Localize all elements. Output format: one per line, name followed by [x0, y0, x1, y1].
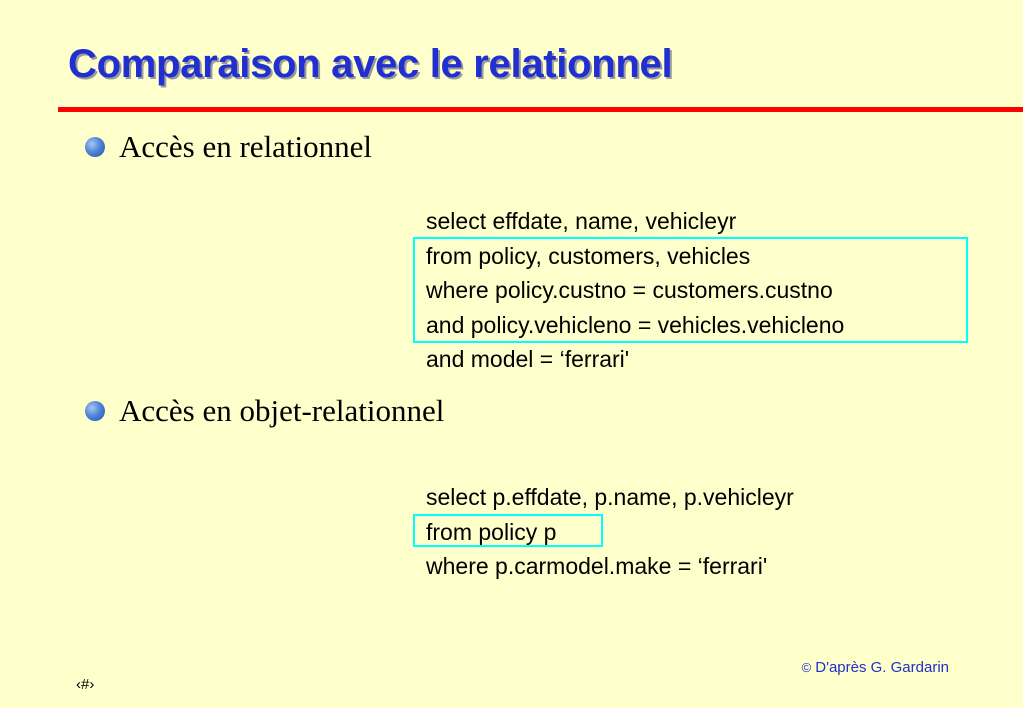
- slide-title: Comparaison avec le relationnel: [68, 42, 673, 86]
- bullet-dot-icon: [85, 401, 105, 421]
- sql-line: and model = ‘ferrari': [426, 346, 630, 372]
- sql-line: from policy, customers, vehicles: [426, 242, 751, 269]
- sql-line: from policy p: [426, 518, 557, 545]
- title-underline: [58, 107, 1023, 112]
- sql-line: select effdate, name, vehicleyr: [426, 208, 737, 234]
- copyright-icon: ©: [801, 660, 812, 675]
- page-number: ‹#›: [76, 676, 95, 693]
- sql-relational: [426, 204, 844, 377]
- bullet-text: Accès en objet-relationnel: [119, 393, 445, 428]
- bullet-text: Accès en relationnel: [119, 129, 373, 164]
- sql-object-relational: [426, 480, 794, 584]
- footer-credit: [802, 659, 949, 676]
- credit-text: D'après G. Gardarin: [815, 659, 949, 676]
- bullet-relational: [85, 129, 372, 165]
- sql-line: where policy.custno = customers.custno: [426, 277, 833, 303]
- bullet-dot-icon: [85, 137, 105, 157]
- sql-line: and policy.vehicleno = vehicles.vehicleno: [426, 311, 845, 338]
- bullet-object-relational: [85, 393, 444, 429]
- sql-line: where p.carmodel.make = ‘ferrari': [426, 553, 768, 579]
- sql-line: select p.effdate, p.name, p.vehicleyr: [426, 484, 794, 510]
